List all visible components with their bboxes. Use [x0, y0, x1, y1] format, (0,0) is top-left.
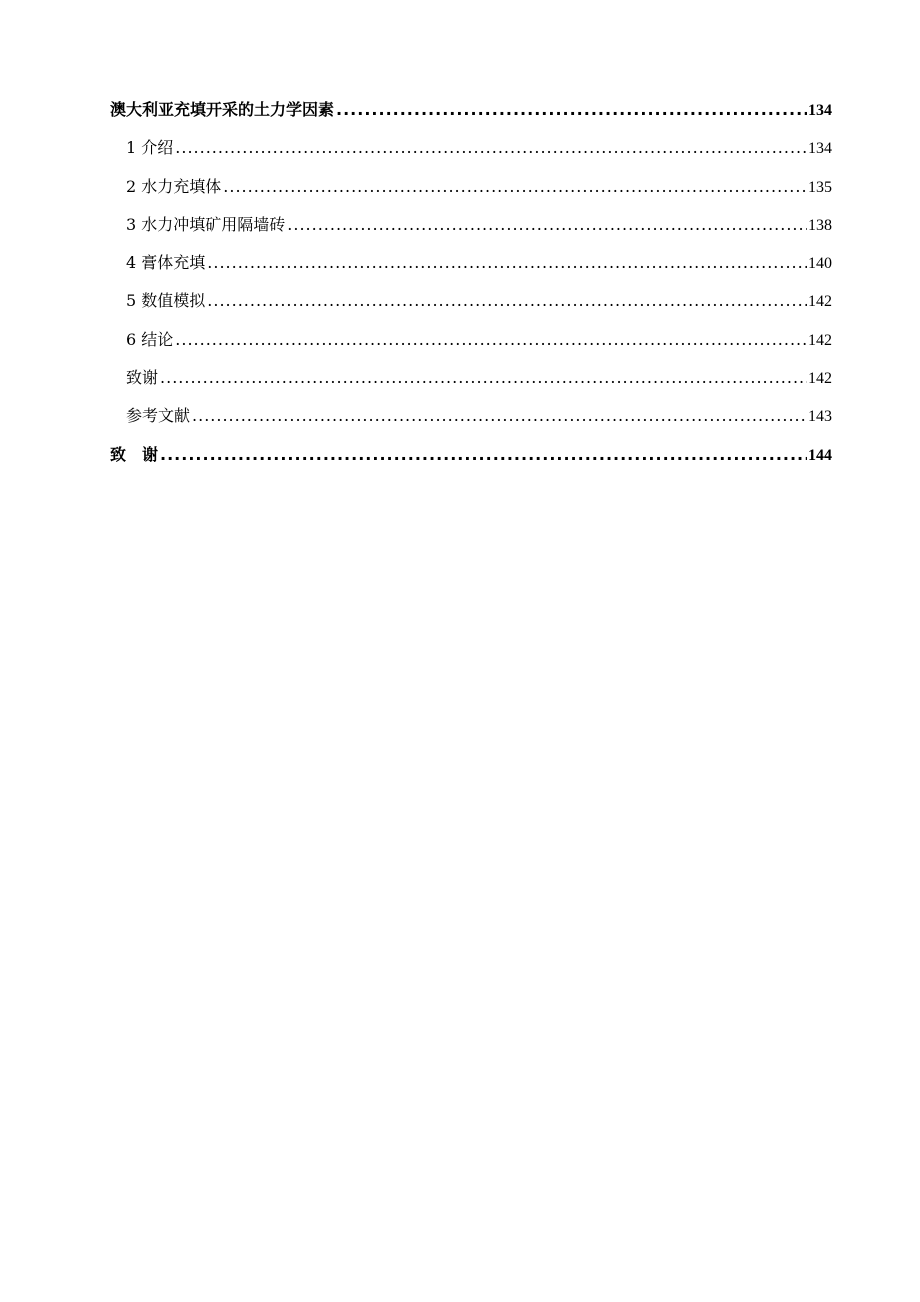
toc-leader-dots	[207, 287, 807, 315]
toc-entry-title: 澳大利亚充填开采的土力学因素	[110, 100, 335, 119]
toc-entry[interactable]	[110, 326, 832, 364]
toc-entry-title: 1 介绍	[126, 138, 174, 158]
toc-leader-dots	[223, 173, 807, 201]
toc-leader-dots	[192, 402, 807, 430]
toc-entry[interactable]	[110, 402, 832, 440]
toc-entry-page: 143	[808, 408, 832, 426]
toc-leader-dots	[175, 134, 807, 162]
toc-entry[interactable]	[110, 173, 832, 211]
toc-entry[interactable]	[110, 134, 832, 172]
toc-entry-page: 142	[808, 370, 832, 388]
toc-entry[interactable]	[110, 211, 832, 249]
toc-entry[interactable]	[110, 287, 832, 325]
toc-entry-title: 4 膏体充填	[126, 253, 206, 273]
toc-entry-page: 134	[808, 102, 832, 119]
toc-entry-title: 致 谢	[110, 444, 159, 464]
toc-entry-title: 参考文献	[126, 406, 191, 426]
toc-leader-dots	[160, 441, 807, 469]
toc-entry-page: 142	[808, 331, 832, 349]
toc-entry[interactable]	[110, 249, 832, 287]
toc-entry-page: 134	[808, 140, 832, 158]
toc-entry[interactable]	[110, 96, 832, 134]
toc-entry-title: 2 水力充填体	[126, 176, 222, 196]
toc-leader-dots	[287, 211, 807, 239]
toc-leader-dots	[207, 249, 807, 277]
toc-entry-title: 致谢	[126, 368, 159, 388]
toc-entry-title: 3 水力冲填矿用隔墙砖	[126, 214, 286, 234]
toc-leader-dots	[175, 326, 807, 354]
toc-entry-page: 140	[808, 255, 832, 273]
toc-entry-page: 144	[808, 446, 832, 464]
toc-entry-page: 138	[808, 216, 832, 234]
toc-entry[interactable]	[110, 364, 832, 402]
toc-entry-page: 142	[808, 293, 832, 311]
toc-entry[interactable]	[110, 441, 832, 479]
toc-leader-dots	[336, 96, 807, 124]
toc-entry-page: 135	[808, 178, 832, 196]
table-of-contents	[110, 96, 832, 479]
toc-leader-dots	[160, 364, 807, 392]
toc-entry-title: 5 数值模拟	[126, 291, 206, 311]
toc-entry-title: 6 结论	[126, 329, 174, 349]
